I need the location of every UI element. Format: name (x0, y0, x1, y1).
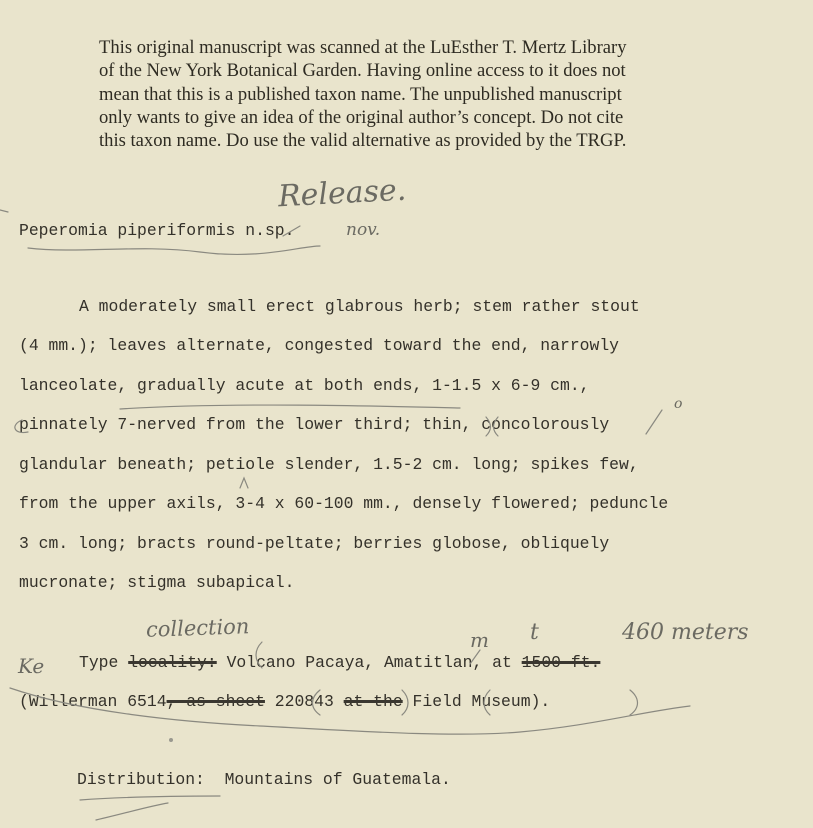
description-line: glandular beneath; petiole slender, 1.5-2 cm. long; spikes few, (19, 455, 639, 474)
distribution-text: Mountains of Guatemala. (224, 770, 451, 789)
annotation-m: m (470, 628, 489, 652)
annotation-collection: collection (145, 614, 250, 642)
struck-word: locality: (128, 653, 217, 672)
notice-line: of the New York Botanical Garden. Having online access to it does not (99, 60, 626, 82)
annotation-o: o (674, 396, 683, 412)
description-line: mucronate; stigma subapical. (19, 573, 295, 592)
notice-line: only wants to give an idea of the original author’s concept. Do not cite (99, 106, 624, 128)
description-line: pinnately 7-nerved from the lower third; thin, concolorously (19, 415, 610, 434)
struck-at: at the (343, 692, 403, 711)
description-line: from the upper axils, 3-4 x 60-100 mm., densely flowered; peduncle (19, 494, 669, 513)
notice-line: This original manuscript was scanned at the LuEsther T. Mertz Library (99, 37, 627, 58)
description-line: A moderately small erect glabrous herb; stem rather stout (79, 297, 640, 316)
annotation-t: t (530, 620, 539, 645)
type-line (79, 653, 600, 672)
annotation-elevation: 460 meters (622, 620, 749, 645)
distribution-line (77, 770, 451, 789)
description-line: lanceolate, gradually acute at both ends, 1-1.5 x 6-9 cm., (19, 376, 590, 395)
notice-line: mean that this is a published taxon name. The unpublished manuscript (99, 83, 622, 105)
description-line: (4 mm.); leaves alternate, congested toward the end, narrowly (19, 336, 619, 355)
species-name: Peperomia piperiformis (19, 221, 236, 240)
description-line: 3 cm. long; bracts round-peltate; berries globose, obliquely (19, 534, 610, 553)
annotation-release: Release. (277, 172, 408, 215)
struck-abbrev: n. (245, 221, 265, 240)
museum: Field Museum). (412, 692, 551, 711)
struck-elevation: 1500 ft. (521, 653, 601, 672)
collector: Willerman 6514 (28, 692, 167, 711)
annotation-nov: nov. (346, 220, 381, 240)
notice-line: this taxon name. Do use the valid alternative as provided by the TRGP. (99, 130, 627, 152)
species-rank: sp. (264, 221, 295, 240)
sheet-number: 220843 (274, 692, 334, 711)
type-line-2 (19, 692, 550, 711)
distribution-label: Distribution: (77, 770, 205, 789)
species-title (19, 221, 294, 240)
paren-open: ( (19, 692, 29, 711)
type-place: Volcano Pacaya, Amatitlan, at (226, 653, 512, 672)
annotation-ke: Ke (18, 654, 45, 678)
struck-sheet: , as sheet (166, 692, 265, 711)
type-label: Type (79, 653, 119, 672)
